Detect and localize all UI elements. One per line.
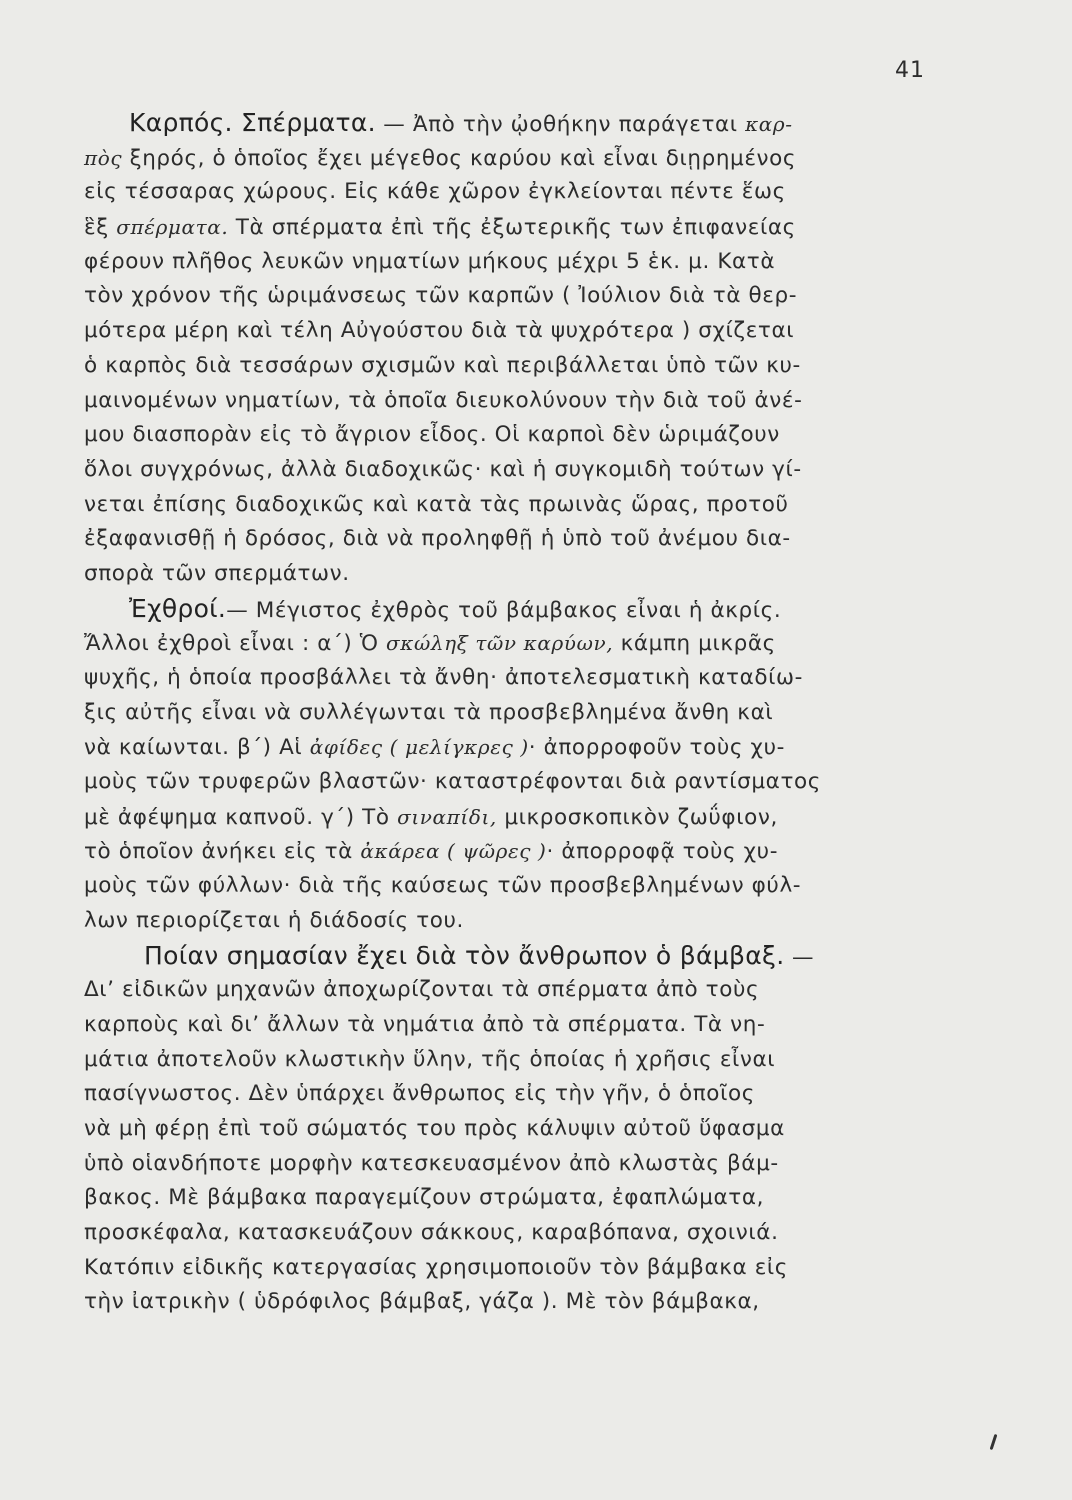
text-line: Κατόπιν εἰδικῆς κατεργασίας χρησιμοποιοῦν τὸν βάμβακα εἰς <box>84 1254 789 1280</box>
text-line: Καρπός. Σπέρματα. — Ἀπὸ τὴν ᾠοθήκην παράγεται καρ- <box>129 108 793 137</box>
text-line: Ἐχθροί.— Μέγιστος ἐχθρὸς τοῦ βάμβακος εἶναι ἡ ἀκρίς. <box>129 593 782 623</box>
text-line: ψυχῆς, ἡ ὁποία προσβάλλει τὰ ἄνθη· ἀποτελεσματικὴ καταδίω- <box>84 665 803 690</box>
text-line: νὰ μὴ φέρῃ ἐπὶ τοῦ σώματός του πρὸς κάλυψιν αὐτοῦ ὕφασμα <box>84 1115 785 1141</box>
text-line: μότερα μέρη καὶ τέλη Αὐγούστου διὰ τὰ ψυχρότερα ) σχίζεται <box>84 318 795 344</box>
text-line: μοὺς τῶν φύλλων· διὰ τῆς καύσεως τῶν προσβεβλημένων φύλ- <box>84 873 802 899</box>
text-line: ὅλοι συγχρόνως, ἀλλὰ διαδοχικῶς· καὶ ἡ συγκομιδὴ τούτων γί- <box>84 456 802 482</box>
text-line: ὁ καρπὸς διὰ τεσσάρων σχισμῶν καὶ περιβάλλεται ὑπὸ τῶν κυ- <box>84 352 801 378</box>
text-line: τὴν ἰατρικὴν ( ὑδρόφιλος βάμβαξ, γάζα ). Μὲ τὸν βάμβακα, <box>84 1289 760 1315</box>
text-line: σπορὰ τῶν σπερμάτων. <box>84 560 350 586</box>
text-line: πασίγνωστος. Δὲν ὑπάρχει ἄνθρωπος εἰς τὴν γῆν, ὁ ὁποῖος <box>84 1081 755 1107</box>
page-number: 41 <box>895 58 925 83</box>
text-line: εἰς τέσσαρας χώρους. Εἰς κάθε χῶρον ἐγκλείονται πέντε ἕως <box>84 179 786 205</box>
text-line: νὰ καίωνται. β΄) Αἱ ἀφίδες ( μελίγκρες )· ἀπορροφοῦν τοὺς χυ- <box>84 735 785 761</box>
section-heading-importance: Ποίαν σημασίαν ἔχει διὰ τὸν ἄνθρωπον ὁ βάμβαξ. <box>144 940 785 970</box>
text-line: μὲ ἀφέψημα καπνοῦ. γ΄) Τὸ σιναπίδι, μικροσκοπικὸν ζωΰφιον, <box>84 804 778 830</box>
text-line: λων περιορίζεται ἡ διάδοσίς του. <box>84 907 464 933</box>
text-line: μαινομένων νηματίων, τὰ ὁποῖα διευκολύνουν τὴν διὰ τοῦ ἀνέ- <box>84 387 803 413</box>
text-line: ἓξ σπέρματα. Τὰ σπέρματα ἐπὶ τῆς ἐξωτερικῆς των ἐπιφανείας <box>84 215 796 241</box>
text-line: Δι’ εἰδικῶν μηχανῶν ἀποχωρίζονται τὰ σπέρματα ἀπὸ τοὺς <box>84 977 760 1003</box>
text-line: ἐξαφανισθῇ ἡ δρόσος, διὰ νὰ προληφθῇ ἡ ὑπὸ τοῦ ἀνέμου δια- <box>84 526 791 552</box>
body-text <box>84 106 956 1320</box>
text-line: φέρουν πλῆθος λευκῶν νηματίων μήκους μέχρι 5 ἑκ. μ. Κατὰ <box>84 248 776 274</box>
text-line: ξις αὐτῆς εἶναι νὰ συλλέγωνται τὰ προσβεβλημένα ἄνθη καὶ <box>84 699 774 725</box>
text-line: Ποίαν σημασίαν ἔχει διὰ τὸν ἄνθρωπον ὁ βάμβαξ. — <box>144 940 815 970</box>
text-line: ὑπὸ οἱανδήποτε μορφὴν κατεσκευασμένον ἀπὸ κλωστὰς βάμ- <box>84 1150 779 1176</box>
text-line: μάτια ἀποτελοῦν κλωστικὴν ὕλην, τῆς ὁποίας ἡ χρῆσις εἶναι <box>84 1046 776 1072</box>
text-line: μου διασπορὰν εἰς τὸ ἄγριον εἶδος. Οἱ καρποὶ δὲν ὡριμάζουν <box>84 422 780 448</box>
text-line: τὸν χρόνον τῆς ὡριμάνσεως τῶν καρπῶν ( Ἰούλιον διὰ τὰ θερ- <box>84 283 798 309</box>
text-line: τὸ ὁποῖον ἀνήκει εἰς τὰ ἀκάρεα ( ψῶρες )· ἀπορροφᾷ τοὺς χυ- <box>84 839 779 865</box>
text-line: Ἄλλοι ἐχθροὶ εἶναι : α΄) Ὁ σκώληξ τῶν καρύων, κάμπη μικρᾶς <box>84 631 776 657</box>
ink-mark <box>990 1434 998 1450</box>
text-line: βακος. Μὲ βάμβακα παραγεμίζουν στρώματα, ἐφαπλώματα, <box>84 1185 765 1211</box>
text-line: νεται ἐπίσης διαδοχικῶς καὶ κατὰ τὰς πρωινὰς ὥρας, προτοῦ <box>84 491 789 517</box>
text-line: μοὺς τῶν τρυφερῶν βλαστῶν· καταστρέφονται διὰ ραντίσματος <box>84 769 821 795</box>
text-line: προσκέφαλα, κατασκευάζουν σάκκους, καραβόπανα, σχοινιά. <box>84 1220 779 1245</box>
section-heading-enemies: Ἐχθροί. <box>129 593 227 623</box>
text-line: καρποὺς καὶ δι’ ἄλλων τὰ νημάτια ἀπὸ τὰ σπέρματα. Τὰ νη- <box>84 1011 766 1037</box>
section-heading-fruit-seeds: Καρπός. Σπέρματα. <box>129 108 376 137</box>
text-line: πὸς ξηρός, ὁ ὁποῖος ἔχει μέγεθος καρύου καὶ εἶναι διῃρημένος <box>84 145 797 171</box>
